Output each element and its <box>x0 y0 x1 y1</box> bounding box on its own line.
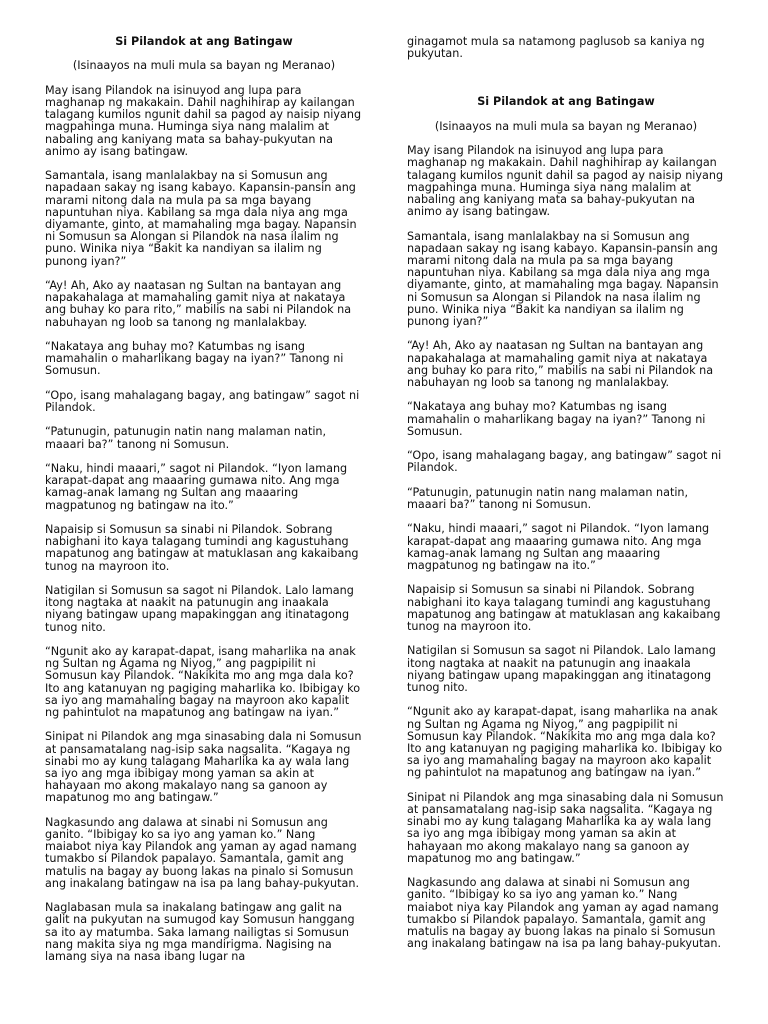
paragraph: Natigilan si Somusun sa sagot ni Pilandok. Lalo lamang itong nagtaka at naakit na patunugin ang inaakala niyang batingaw upang mapakinggan ang itinatagong tunog nito. <box>45 583 354 634</box>
paragraph: Samantala, isang manlalakbay na si Somusun ang napadaan sakay ng isang kabayo. Kapansin-pansin ang marami nitong dala na mula pa sa mga bayang napuntuhan niya. Kabilang sa mga dala niya ang mga diyamante, ginto, at mamahaling mga bagay. Napansin ni Somusun sa Alongan si Pilandok na nasa ilalim ng puno. Winika niya “Bakit ka nandiyan sa ilalim ng punong iyan?” <box>45 169 357 268</box>
story-subtitle-repeat: (Isinaayos na muli mula sa bayan ng Meranao) <box>434 119 698 133</box>
paragraph: “Naku, hindi maaari,” sagot ni Pilandok. “Iyon lamang karapat-dapat ang maaaring gumawa nito. Ang mga kamag-anak lamang ng Sultan ang maaaring magpatunog ng batingaw na ito.” <box>407 522 710 572</box>
story-title-repeat: Si Pilandok at ang Batingaw <box>477 95 655 109</box>
paragraph: “Naku, hindi maaari,” sagot ni Pilandok. “Iyon lamang karapat-dapat ang maaaring gumawa nito. Ang mga kamag-anak lamang ng Sultan ang maaaring magpatunog ng batingaw na ito.” <box>45 461 348 512</box>
paragraph: Naglabasan mula sa inakalang batingaw ang galit na galit na pukyutan na sumugod kay Somusun hanggang sa ito ay matumba. Saka lamang nailigtas si Somusun nang makita siya ng mga mandirigma. Nagising na lamang siya na nasa ibang lugar na <box>45 901 355 964</box>
paragraph: “Patunugin, patunugin natin nang malaman natin, maaari ba?” tanong ni Somusun. <box>45 425 327 451</box>
paragraph-continuation: ginagamot mula sa natamong paglusob sa kaniya ng pukyutan. <box>407 35 705 61</box>
paragraph: Sinipat ni Pilandok ang mga sinasabing dala ni Somusun at pansamatalang nag-isip saka nagsalita. “Kagaya ng sinabi mo ay kung talagang Maharlika ka ay wala lang sa iyo ang mga ibibigay mong yaman sa akin at hahayaan mo akong makalayo nang sa ganoon ay mapatunog mo ang batingaw.” <box>407 790 724 865</box>
paragraph: “Ay! Ah, Ako ay naatasan ng Sultan na bantayan ang napakahalaga at mamahaling gamit niya at nakataya ang buhay ko para rito,” mabilis na sabi ni Pilandok na nabuhayan ng loob sa tanong ng manlalakbay. <box>45 279 352 329</box>
paragraph: “Ay! Ah, Ako ay naatasan ng Sultan na bantayan ang napakahalaga at mamahaling gamit niya at nakataya ang buhay ko para rito,” mabilis na sabi ni Pilandok na nabuhayan ng loob sa tanong ng manlalakbay. <box>407 339 714 390</box>
paragraph: “Nakataya ang buhay mo? Katumbas ng isang mamahalin o maharlikang bagay na iyan?” Tanong ni Somusun. <box>407 400 706 438</box>
paragraph: “Opo, isang mahalagang bagay, ang batingaw” sagot ni Pilandok. <box>45 388 360 414</box>
paragraph: Samantala, isang manlalakbay na si Somusun ang napadaan sakay ng isang kabayo. Kapansin-pansin ang marami nitong dala na mula pa sa mga bayang napuntuhan niya. Kabilang sa mga dala niya ang mga diyamante, ginto, at mamahaling mga bagay. Napansin ni Somusun sa Alongan si Pilandok na nasa ilalim ng puno. Winika niya “Bakit ka nandiyan sa ilalim ng punong iyan?” <box>407 229 719 329</box>
paragraph: “Patunugin, patunugin natin nang malaman natin, maaari ba?” tanong ni Somusun. <box>407 485 689 511</box>
paragraph: “Ngunit ako ay karapat-dapat, isang maharlika na anak ng Sultan ng Agama ng Niyog,” ang pagpipilit ni Somusun kay Pilandok. “Nakikita mo ang mga dala ko? Ito ang katanuyan ng pagiging maharlika ko. Ibibigay ko sa iyo ang mamahaling bagay na mayroon ako kapalit ng pahintulot na mapatunog ang batingaw na iyan.” <box>45 644 361 719</box>
paragraph: Sinipat ni Pilandok ang mga sinasabing dala ni Somusun at pansamatalang nag-isip saka nagsalita. “Kagaya ng sinabi mo ay kung talagang Maharlika ka ay wala lang sa iyo ang mga ibibigay mong yaman sa akin at hahayaan mo akong makalayo nang sa ganoon ay mapatunog mo ang batingaw.” <box>45 730 362 805</box>
story-subtitle: (Isinaayos na muli mula sa bayan ng Meranao) <box>72 59 336 73</box>
story-title: Si Pilandok at ang Batingaw <box>115 35 293 48</box>
paragraph: Napaisip si Somusun sa sinabi ni Pilandok. Sobrang nabighani ito kaya talagang tumindi ang kagustuhang mapatunog ang batingaw at matuklasan ang kakaibang tunog na mayroon ito. <box>45 522 359 573</box>
paragraph: “Ngunit ako ay karapat-dapat, isang maharlika na anak ng Sultan ng Agama ng Niyog,” ang pagpipilit ni Somusun kay Pilandok. “Nakikita mo ang mga dala ko? Ito ang katanuyan ng pagiging maharlika ko. Ibibigay ko sa iyo ang mamahaling bagay na mayroon ako kapalit ng pahintulot na mapatunog ang batingaw na iyan.” <box>407 705 723 780</box>
paragraph: Nagkasundo ang dalawa at sinabi ni Somusun ang ganito. “Ibibigay ko sa iyo ang yaman ko.” Nang maiabot niya kay Pilandok ang yaman ay agad namang tumakbo si Pilandok papalayo. Samantala, gamit ang matulis na bagay ay buong lakas na pinalo si Somusun ang inakalang batingaw na isa pa lang bahay-pukyutan. <box>45 815 360 890</box>
paragraph: “Opo, isang mahalagang bagay, ang batingaw” sagot ni Pilandok. <box>407 449 722 475</box>
right-column <box>407 36 725 963</box>
paragraph: May isang Pilandok na isinuyod ang lupa para maghanap ng makakain. Dahil naghihirap ay kailangan talagang kumilos ngunit dahil sa pagod ay naisip niyang magpahinga muna. Huminga siya nang malalim at nabaling ang kaniyang mata sa bahay-pukyutan na animo ay isang batingaw. <box>45 83 362 158</box>
paragraph: Natigilan si Somusun sa sagot ni Pilandok. Lalo lamang itong nagtaka at naakit na patunugin ang inaakala niyang batingaw upang mapakinggan ang itinatagong tunog nito. <box>407 644 716 694</box>
paragraph: “Nakataya ang buhay mo? Katumbas ng isang mamahalin o maharlikang bagay na iyan?” Tanong ni Somusun. <box>45 340 344 378</box>
left-column <box>45 36 363 975</box>
paragraph: Napaisip si Somusun sa sinabi ni Pilandok. Sobrang nabighani ito kaya talagang tumindi ang kagustuhang mapatunog ang batingaw at matuklasan ang kakaibang tunog na mayroon ito. <box>407 583 721 633</box>
paragraph: Nagkasundo ang dalawa at sinabi ni Somusun ang ganito. “Ibibigay ko sa iyo ang yaman ko.” Nang maiabot niya kay Pilandok ang yaman ay agad namang tumakbo si Pilandok papalayo. Samantala, gamit ang matulis na bagay ay buong lakas na pinalo si Somusun ang inakalang batingaw na isa pa lang bahay-pukyutan. <box>407 876 722 951</box>
paragraph: May isang Pilandok na isinuyod ang lupa para maghanap ng makakain. Dahil naghihirap ay kailangan talagang kumilos ngunit dahil sa pagod ay naisip niyang magpahinga muna. Huminga siya nang malalim at nabaling ang kaniyang mata sa bahay-pukyutan na animo ay isang batingaw. <box>407 144 724 219</box>
